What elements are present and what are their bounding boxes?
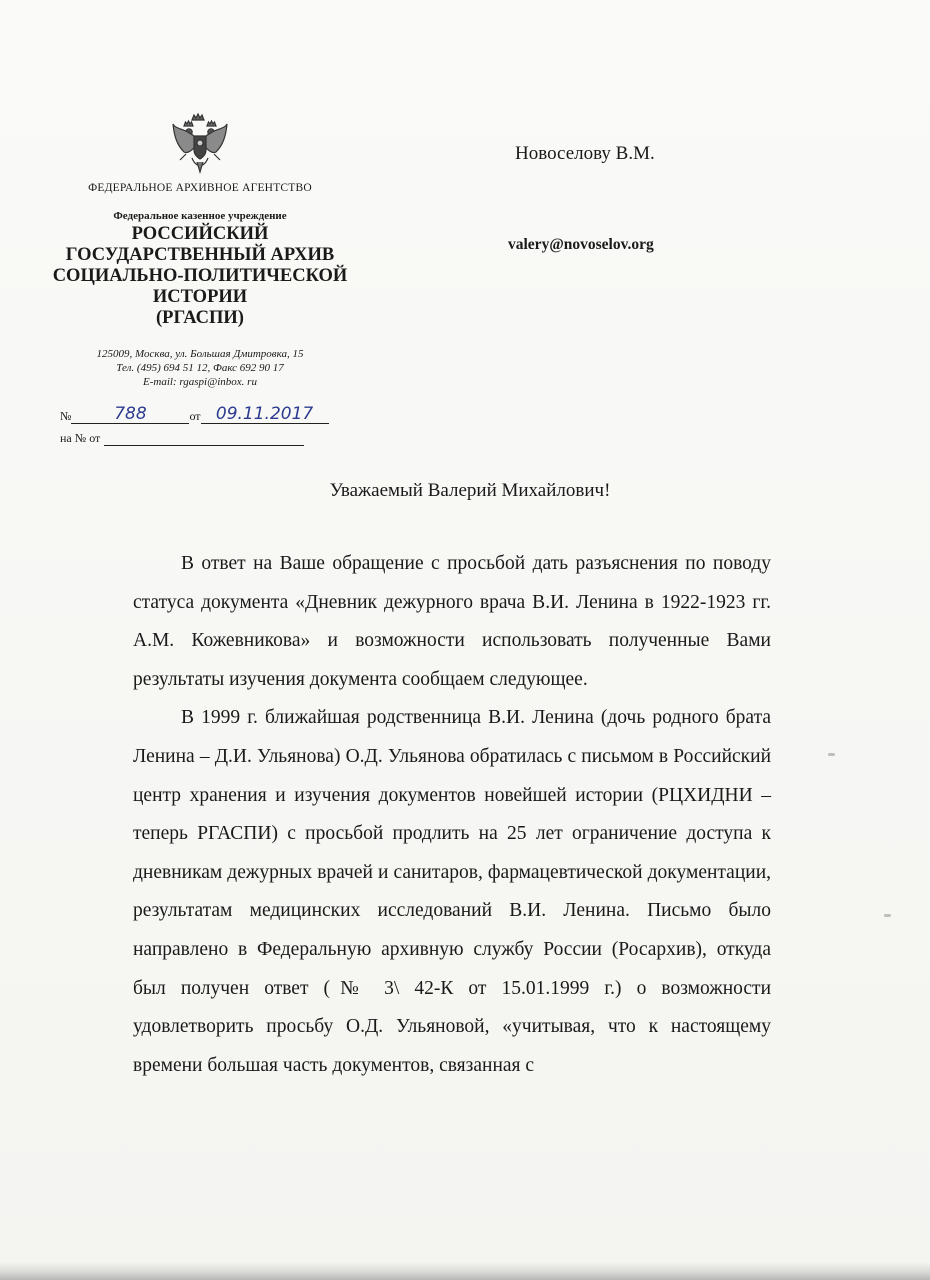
reference-number-line bbox=[60, 431, 350, 453]
institution-name-line: РОССИЙСКИЙ bbox=[131, 224, 269, 244]
letterhead bbox=[50, 110, 350, 453]
address-line: E-mail: rgaspi@inbox. ru bbox=[143, 376, 257, 388]
institution-type: Федеральное казенное учреждение bbox=[113, 210, 287, 222]
institution-name-line: СОЦИАЛЬНО-ПОЛИТИЧЕСКОЙ bbox=[52, 266, 348, 286]
salutation: Уважаемый Валерий Михайлович! bbox=[329, 480, 611, 501]
institution-name-line: ИСТОРИИ bbox=[152, 287, 248, 307]
outgoing-date: 09.11.2017 bbox=[201, 405, 329, 424]
addressee-email: valery@novoselov.org bbox=[508, 236, 654, 253]
body-paragraph: В 1999 г. ближайшая родственница В.И. Ленина (дочь родного брата Ленина – Д.И. Ульянова) О.Д. Ульянова обратилась с письмом в Российский центр хранения и изучения документов новейшей истории (РЦХИДНИ – теперь РГАСПИ) с просьбой продлить на 25 лет ограничение доступа к дневникам дежурных врачей и санитаров, фармацевтической документации, результатам медицинских исследований В.И. Ленина. Письмо было направлено в Федеральную архивную службу России (Росархив), откуда был получен ответ (№ 3\ 42-К от 15.01.1999 г.) о возможности удовлетворить просьбу О.Д. Ульяновой, «учитывая, что к настоящему времени большая часть документов, связанная с bbox=[133, 707, 771, 1076]
addressee: Новоселову В.М. bbox=[515, 143, 655, 164]
institution-name bbox=[50, 224, 350, 329]
number-label: № bbox=[60, 409, 72, 423]
institution-name-line: ГОСУДАРСТВЕННЫЙ АРХИВ bbox=[65, 245, 335, 265]
institution-name-line: (РГАСПИ) bbox=[156, 308, 244, 328]
body-paragraph: В ответ на Ваше обращение с просьбой дать разъяснения по поводу статуса документа «Дневник дежурного врача В.И. Ленина в 1922-1923 гг. А.М. Кожевникова» и возможности использовать полученные Вами результаты изучения документа сообщаем следующее. bbox=[133, 553, 771, 690]
letter-body bbox=[133, 545, 771, 1085]
agency-name: ФЕДЕРАЛЬНОЕ АРХИВНОЕ АГЕНТСТВО bbox=[88, 182, 312, 194]
address-line: Тел. (495) 694 51 12, Факс 692 90 17 bbox=[116, 362, 284, 374]
reference-label: на № от bbox=[60, 431, 101, 445]
institution-address bbox=[50, 347, 350, 389]
scan-speck bbox=[884, 914, 891, 917]
date-label: от bbox=[189, 409, 201, 423]
reference-blank bbox=[104, 445, 304, 446]
address-line: 125009, Москва, ул. Большая Дмитровка, 15 bbox=[96, 348, 304, 360]
scan-speck bbox=[828, 753, 835, 756]
outgoing-number-line bbox=[60, 405, 350, 427]
outgoing-number: 788 bbox=[71, 405, 189, 424]
russian-coat-of-arms-emblem bbox=[170, 110, 230, 176]
scan-shadow bbox=[0, 1262, 930, 1280]
